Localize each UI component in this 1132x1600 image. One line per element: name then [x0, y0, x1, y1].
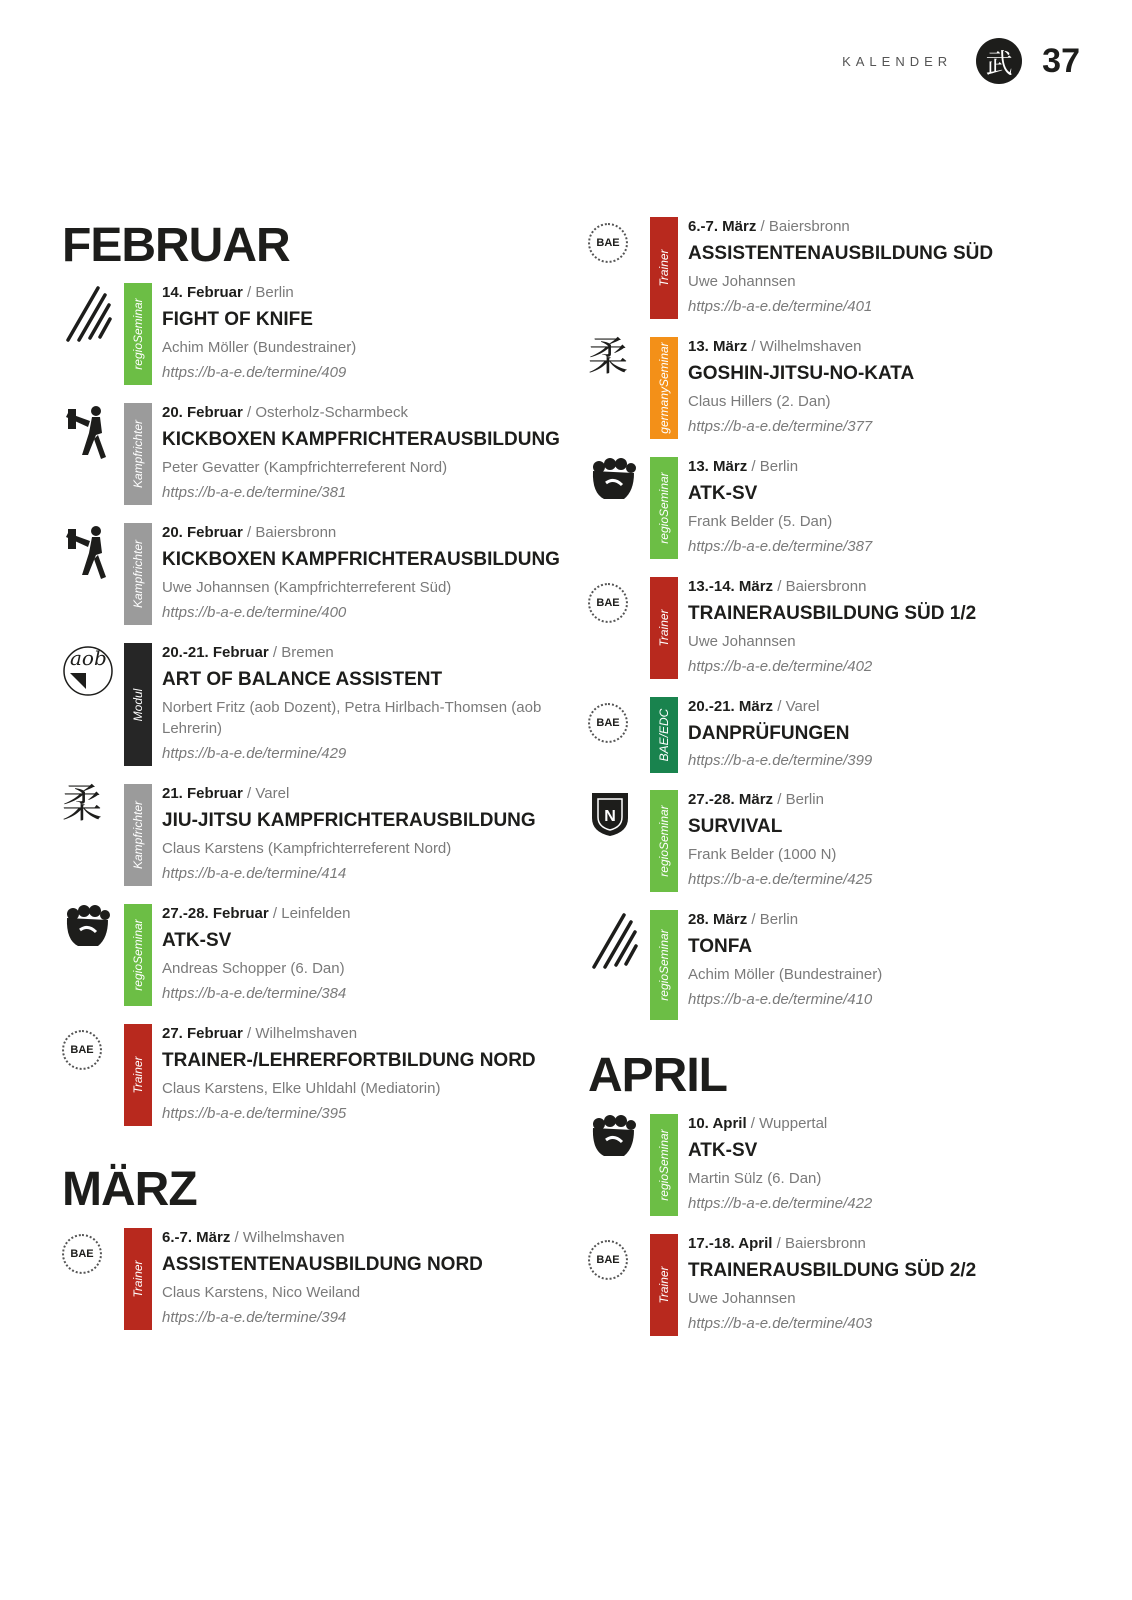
event-item — [62, 1024, 542, 1126]
bae-logo-icon — [588, 577, 638, 637]
category-label: Kampfrichter — [131, 800, 145, 870]
event-place: Wilhelmshaven — [242, 1229, 345, 1246]
event-details — [162, 904, 542, 1004]
event-place: Berlin — [785, 791, 824, 808]
event-link[interactable]: https://b-a-e.de/termine/384 — [162, 985, 347, 1002]
event-date-line — [688, 1234, 1088, 1254]
category-label: regioSeminar — [657, 472, 671, 544]
event-date-line — [688, 577, 1088, 597]
aob-logo-icon — [62, 643, 112, 703]
event-date: 27. Februar — [162, 1025, 243, 1042]
knife-marks-icon — [588, 910, 638, 970]
category-label: Kampfrichter — [131, 539, 145, 609]
category-label: regioSeminar — [131, 919, 145, 991]
event-link[interactable]: https://b-a-e.de/termine/422 — [688, 1195, 873, 1212]
month-heading-april: APRIL — [588, 1049, 727, 1102]
event-details — [688, 217, 1088, 317]
event-place: Baiersbronn — [785, 1235, 866, 1252]
event-date-line — [688, 1114, 1088, 1134]
aob-text: aob — [70, 646, 107, 670]
ju-glyph: 柔 — [62, 781, 102, 827]
category-bar — [650, 1234, 678, 1336]
bae-logo-icon — [62, 1228, 112, 1288]
separator: / — [230, 1229, 243, 1246]
category-bar — [124, 283, 152, 385]
category-bar — [124, 523, 152, 625]
event-instructor: Uwe Johannsen — [688, 273, 796, 290]
event-item — [62, 1228, 542, 1330]
budo-logo-icon: 武 — [976, 38, 1022, 84]
separator: / — [747, 458, 760, 475]
event-details — [162, 1024, 542, 1124]
event-date-line — [688, 337, 1088, 357]
event-item — [62, 643, 542, 766]
event-item — [588, 457, 1088, 559]
event-date: 17.-18. April — [688, 1235, 773, 1252]
separator: / — [747, 338, 760, 355]
category-bar — [650, 457, 678, 559]
event-title: KICKBOXEN KAMPFRICHTERAUSBILDUNG — [162, 429, 560, 450]
event-instructor: Frank Belder (5. Dan) — [688, 513, 833, 530]
event-item — [62, 403, 560, 505]
atk-fist-icon — [588, 1114, 638, 1174]
event-place: Varel — [785, 698, 820, 715]
bae-logo: BAE — [62, 1234, 102, 1274]
event-place: Wuppertal — [759, 1115, 828, 1132]
event-date: 10. April — [688, 1115, 747, 1132]
category-bar — [650, 577, 678, 679]
category-label: Kampfrichter — [131, 419, 145, 489]
event-item — [62, 781, 542, 886]
event-date: 20. Februar — [162, 404, 243, 421]
event-item — [62, 904, 542, 1006]
event-date-line — [162, 904, 542, 924]
event-title: DANPRÜFUNGEN — [688, 723, 850, 744]
event-instructor: Claus Karstens, Nico Weiland — [162, 1284, 361, 1301]
event-link[interactable]: https://b-a-e.de/termine/400 — [162, 604, 347, 621]
category-label: regioSeminar — [657, 805, 671, 877]
event-instructor: Uwe Johannsen (Kampfrichterreferent Süd) — [162, 579, 452, 596]
event-item — [588, 217, 1088, 319]
event-date-line — [162, 1024, 542, 1044]
event-link[interactable]: https://b-a-e.de/termine/410 — [688, 991, 873, 1008]
separator: / — [242, 404, 256, 421]
category-label: Trainer — [657, 609, 671, 647]
category-label: regioSeminar — [657, 1129, 671, 1201]
bae-logo-icon — [588, 217, 638, 277]
event-title: JIU-JITSU KAMPFRICHTERAUSBILDUNG — [162, 810, 536, 831]
event-title: FIGHT OF KNIFE — [162, 309, 313, 330]
event-details — [162, 784, 542, 884]
event-details — [688, 337, 1088, 437]
separator: / — [747, 911, 760, 928]
event-date: 13. März — [688, 338, 748, 355]
bae-logo-icon — [62, 1024, 112, 1084]
bae-logo: BAE — [588, 223, 628, 263]
event-item — [62, 523, 560, 625]
event-details — [162, 523, 560, 623]
survival-n-text: N — [604, 808, 616, 825]
event-place: Baiersbronn — [255, 524, 337, 541]
event-place: Osterholz-Scharmbeck — [255, 404, 408, 421]
event-instructor: Andreas Schopper (6. Dan) — [162, 960, 345, 977]
event-title: ASSISTENTENAUSBILDUNG NORD — [162, 1254, 483, 1275]
month-heading-februar: FEBRUAR — [62, 219, 290, 272]
category-bar — [124, 904, 152, 1006]
category-bar — [650, 697, 678, 773]
event-place: Wilhelmshaven — [759, 338, 862, 355]
event-link[interactable]: https://b-a-e.de/termine/387 — [688, 538, 873, 555]
event-date-line — [162, 403, 542, 423]
event-details — [688, 790, 1088, 890]
event-title: TRAINER-/LEHRERFORTBILDUNG NORD — [162, 1050, 536, 1071]
event-title: TRAINERAUSBILDUNG SÜD 1/2 — [688, 603, 977, 624]
separator: / — [242, 524, 256, 541]
event-link[interactable]: https://b-a-e.de/termine/403 — [688, 1315, 873, 1332]
event-title: ART OF BALANCE ASSISTENT — [162, 669, 443, 690]
category-label: Trainer — [657, 249, 671, 287]
event-item — [588, 577, 1088, 679]
separator: / — [242, 1025, 256, 1042]
event-details — [162, 403, 560, 503]
event-place: Bremen — [281, 644, 334, 661]
page-header — [842, 36, 1080, 86]
event-date-line — [162, 784, 542, 804]
event-item — [588, 697, 1088, 773]
category-bar — [124, 1228, 152, 1330]
event-item — [588, 910, 1088, 1020]
event-item — [588, 334, 1088, 439]
separator: / — [746, 1115, 760, 1132]
event-title: GOSHIN-JITSU-NO-KATA — [688, 363, 915, 384]
event-date: 21. Februar — [162, 785, 243, 802]
event-instructor: Claus Karstens, Elke Uhldahl (Mediatorin) — [162, 1080, 441, 1097]
event-details — [688, 1114, 1088, 1214]
event-details — [688, 697, 1088, 771]
event-date: 13.-14. März — [688, 578, 774, 595]
event-details — [688, 1234, 1088, 1334]
event-date-line — [688, 217, 1088, 237]
event-date-line — [688, 790, 1088, 810]
category-bar — [650, 790, 678, 892]
category-label: germanySeminar — [657, 342, 671, 434]
event-date: 6.-7. März — [688, 218, 757, 235]
category-bar — [650, 910, 678, 1020]
event-date: 27.-28. März — [688, 791, 774, 808]
event-item — [588, 1114, 1088, 1216]
event-date: 14. Februar — [162, 284, 243, 301]
bae-logo: BAE — [588, 1240, 628, 1280]
category-bar — [124, 403, 152, 505]
event-date: 13. März — [688, 458, 748, 475]
bae-logo: BAE — [62, 1030, 102, 1070]
event-link[interactable]: https://b-a-e.de/termine/414 — [162, 865, 347, 882]
event-place: Baiersbronn — [785, 578, 867, 595]
bae-logo: BAE — [588, 703, 628, 743]
event-link[interactable]: https://b-a-e.de/termine/429 — [162, 745, 347, 762]
event-place: Berlin — [759, 911, 799, 928]
event-link[interactable]: https://b-a-e.de/termine/402 — [688, 658, 873, 675]
event-instructor: Uwe Johannsen — [688, 633, 796, 650]
section-label: KALENDER — [842, 53, 953, 69]
event-title: ASSISTENTENAUSBILDUNG SÜD — [688, 243, 994, 264]
bae-logo: BAE — [588, 583, 628, 623]
event-details — [162, 1228, 542, 1328]
separator: / — [773, 791, 786, 808]
event-date: 27.-28. Februar — [162, 905, 269, 922]
event-instructor: Claus Karstens (Kampfrichterreferent Nord) — [162, 840, 452, 857]
event-date-line — [688, 697, 1088, 717]
category-bar — [124, 784, 152, 886]
event-date-line — [162, 283, 542, 303]
category-bar — [124, 1024, 152, 1126]
atk-fist-icon — [62, 904, 112, 964]
survival-shield-icon — [588, 790, 638, 850]
month-heading-maerz: MÄRZ — [62, 1163, 197, 1216]
event-item — [588, 1234, 1088, 1336]
event-place: Varel — [255, 785, 290, 802]
event-place: Wilhelmshaven — [255, 1025, 358, 1042]
ju-glyph-icon — [588, 334, 638, 397]
event-link[interactable]: https://b-a-e.de/termine/401 — [688, 298, 873, 315]
event-place: Berlin — [255, 284, 294, 301]
event-link[interactable]: https://b-a-e.de/termine/381 — [162, 484, 347, 501]
kickboxer-icon — [62, 403, 112, 463]
separator: / — [773, 578, 786, 595]
separator: / — [268, 644, 282, 661]
event-details — [688, 577, 1088, 677]
event-date-line — [162, 643, 542, 663]
event-date-line — [162, 1228, 542, 1248]
kickboxer-icon — [62, 523, 112, 583]
category-label: Modul — [131, 688, 145, 721]
event-place: Baiersbronn — [768, 218, 850, 235]
event-link[interactable]: https://b-a-e.de/termine/394 — [162, 1309, 347, 1326]
event-title: ATK-SV — [688, 483, 758, 504]
category-label: regioSeminar — [657, 929, 671, 1001]
event-date: 20.-21. März — [688, 698, 774, 715]
event-title: TONFA — [688, 936, 753, 957]
event-instructor: Achim Möller (Bundestrainer) — [162, 339, 357, 356]
knife-marks-icon — [62, 283, 112, 343]
separator: / — [756, 218, 769, 235]
category-label: Trainer — [131, 1056, 145, 1094]
event-date: 6.-7. März — [162, 1229, 231, 1246]
bae-logo-icon — [588, 1234, 638, 1294]
event-link[interactable]: https://b-a-e.de/termine/409 — [162, 364, 347, 381]
event-instructor: Uwe Johannsen — [688, 1290, 796, 1307]
event-place: Berlin — [759, 458, 799, 475]
event-title: ATK-SV — [688, 1140, 758, 1161]
category-label: Trainer — [657, 1266, 671, 1304]
ju-glyph: 柔 — [588, 334, 628, 380]
event-link[interactable]: https://b-a-e.de/termine/399 — [688, 752, 873, 769]
event-date-line — [688, 910, 1088, 930]
category-label: regioSeminar — [131, 298, 145, 370]
event-details — [162, 643, 542, 764]
event-details — [162, 283, 542, 383]
event-title: SURVIVAL — [688, 816, 783, 837]
event-instructor: Achim Möller (Bundestrainer) — [688, 966, 883, 983]
event-place: Leinfelden — [281, 905, 351, 922]
separator: / — [268, 905, 282, 922]
separator: / — [242, 785, 256, 802]
category-label: BAE/EDC — [657, 708, 671, 762]
separator: / — [242, 284, 256, 301]
event-instructor: Norbert Fritz (aob Dozent), Petra Hirlbach-Thomsen (aob Lehrerin) — [162, 699, 542, 737]
page-number: 37 — [1042, 41, 1080, 80]
event-title: TRAINERAUSBILDUNG SÜD 2/2 — [688, 1260, 977, 1281]
bae-logo-icon — [588, 697, 638, 757]
event-title: KICKBOXEN KAMPFRICHTERAUSBILDUNG — [162, 549, 560, 570]
event-details — [688, 910, 1088, 1010]
event-title: ATK-SV — [162, 930, 232, 951]
separator: / — [773, 698, 786, 715]
event-instructor: Claus Hillers (2. Dan) — [688, 393, 831, 410]
event-date-line — [162, 523, 542, 543]
category-bar — [650, 217, 678, 319]
event-date: 20.-21. Februar — [162, 644, 269, 661]
category-bar — [124, 643, 152, 766]
event-link[interactable]: https://b-a-e.de/termine/377 — [688, 418, 873, 435]
event-item — [62, 283, 542, 385]
separator: / — [772, 1235, 785, 1252]
event-date-line — [688, 457, 1088, 477]
ju-glyph-icon — [62, 781, 112, 844]
event-instructor: Peter Gevatter (Kampfrichterreferent Nord) — [162, 459, 448, 476]
event-details — [688, 457, 1088, 557]
category-bar — [650, 337, 678, 439]
event-instructor: Frank Belder (1000 N) — [688, 846, 837, 863]
category-bar — [650, 1114, 678, 1216]
event-date: 28. März — [688, 911, 748, 928]
atk-fist-icon — [588, 457, 638, 517]
event-instructor: Martin Sülz (6. Dan) — [688, 1170, 822, 1187]
event-link[interactable]: https://b-a-e.de/termine/425 — [688, 871, 873, 888]
event-date: 20. Februar — [162, 524, 243, 541]
event-link[interactable]: https://b-a-e.de/termine/395 — [162, 1105, 347, 1122]
category-label: Trainer — [131, 1260, 145, 1298]
event-item — [588, 790, 1088, 892]
